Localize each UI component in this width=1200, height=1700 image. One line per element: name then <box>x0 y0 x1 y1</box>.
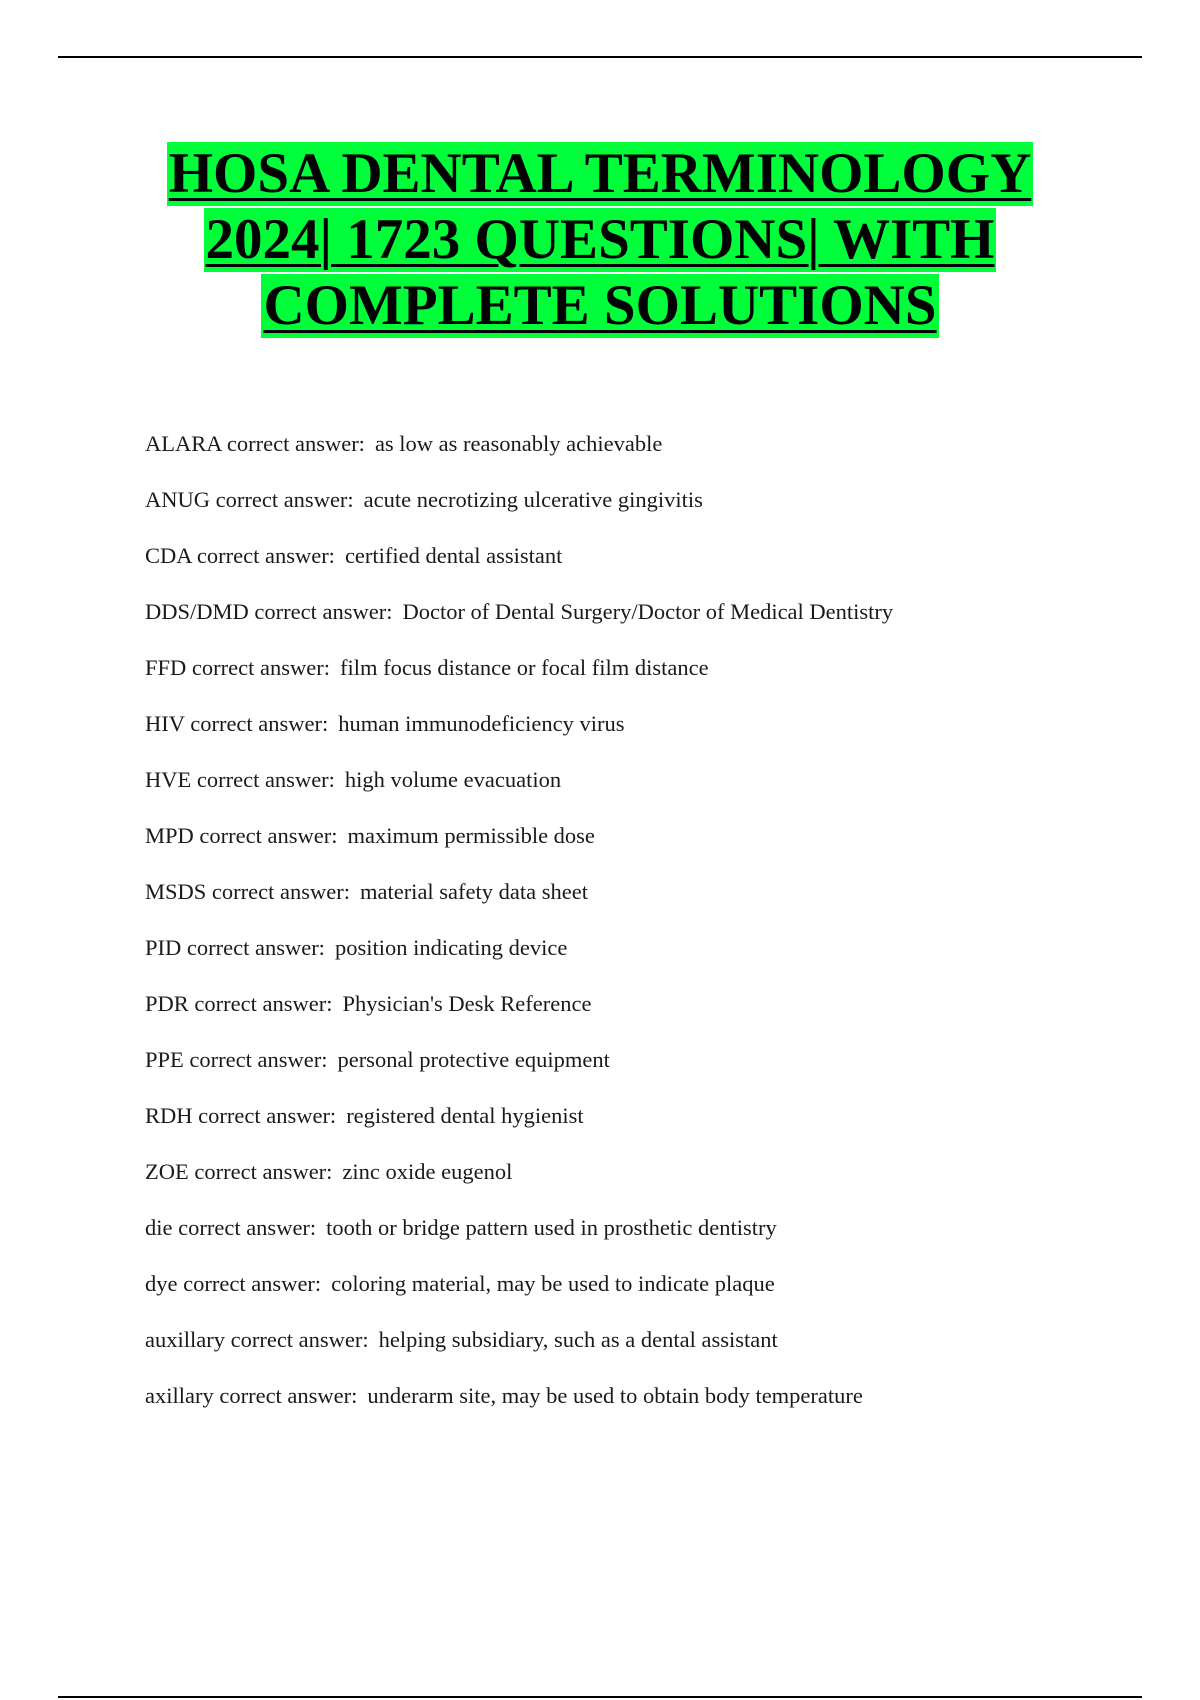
answer-label: correct answer: <box>183 1271 322 1296</box>
answer-label: correct answer: <box>190 711 329 736</box>
list-item <box>145 542 1105 598</box>
term: PDR <box>145 991 189 1016</box>
list-item <box>145 1382 1105 1438</box>
document-title <box>60 142 1140 340</box>
answer-label: correct answer: <box>194 991 333 1016</box>
term: CDA <box>145 543 192 568</box>
answer-label: correct answer: <box>189 1047 328 1072</box>
list-item <box>145 1270 1105 1326</box>
list-item <box>145 1102 1105 1158</box>
answer-label: correct answer: <box>191 655 330 680</box>
answer: registered dental hygienist <box>346 1103 584 1128</box>
answer: as low as reasonably achievable <box>374 431 663 456</box>
term: die <box>145 1215 173 1240</box>
answer: certified dental assistant <box>344 543 563 568</box>
list-item <box>145 1326 1105 1382</box>
list-item <box>145 934 1105 990</box>
term: MSDS <box>145 879 207 904</box>
answer-label: correct answer: <box>194 1159 333 1184</box>
term: dye <box>145 1271 178 1296</box>
top-divider <box>58 56 1142 58</box>
terminology-list <box>145 430 1105 1438</box>
answer-label: correct answer: <box>198 1103 337 1128</box>
answer-label: correct answer: <box>254 599 393 624</box>
answer-label: correct answer: <box>199 823 338 848</box>
answer: film focus distance or focal film distance <box>339 655 709 680</box>
answer-label: correct answer: <box>219 1383 358 1408</box>
title-line-1: HOSA DENTAL TERMINOLOGY <box>168 142 1032 205</box>
term: ALARA <box>145 431 222 456</box>
answer-label: correct answer: <box>186 935 325 960</box>
answer: acute necrotizing ulcerative gingivitis <box>363 487 703 512</box>
term: ZOE <box>145 1159 189 1184</box>
list-item <box>145 1046 1105 1102</box>
answer: Doctor of Dental Surgery/Doctor of Medical Dentistry <box>402 599 894 624</box>
term: HIV <box>145 711 185 736</box>
answer: helping subsidiary, such as a dental assistant <box>378 1327 778 1352</box>
list-item <box>145 990 1105 1046</box>
list-item <box>145 1158 1105 1214</box>
answer-label: correct answer: <box>226 431 365 456</box>
bottom-divider <box>58 1696 1142 1698</box>
title-line-3: COMPLETE SOLUTIONS <box>263 274 937 337</box>
answer-label: correct answer: <box>178 1215 317 1240</box>
answer: tooth or bridge pattern used in prosthetic dentistry <box>326 1215 777 1240</box>
answer-label: correct answer: <box>196 543 335 568</box>
list-item <box>145 598 1105 654</box>
term: PPE <box>145 1047 184 1072</box>
term: ANUG <box>145 487 210 512</box>
term: DDS/DMD <box>145 599 249 624</box>
title-line-2: 2024| 1723 QUESTIONS| WITH <box>205 208 995 271</box>
list-item <box>145 822 1105 878</box>
list-item <box>145 430 1105 486</box>
term: PID <box>145 935 182 960</box>
answer: Physician's Desk Reference <box>342 991 592 1016</box>
answer: material safety data sheet <box>359 879 588 904</box>
answer: high volume evacuation <box>344 767 562 792</box>
answer: human immunodeficiency virus <box>338 711 625 736</box>
answer: underarm site, may be used to obtain body temperature <box>367 1383 863 1408</box>
list-item <box>145 766 1105 822</box>
list-item <box>145 878 1105 934</box>
answer-label: correct answer: <box>215 487 354 512</box>
answer: zinc oxide eugenol <box>342 1159 513 1184</box>
term: FFD <box>145 655 187 680</box>
list-item <box>145 654 1105 710</box>
answer-label: correct answer: <box>211 879 350 904</box>
answer: personal protective equipment <box>337 1047 610 1072</box>
answer: position indicating device <box>334 935 568 960</box>
term: RDH <box>145 1103 193 1128</box>
term: MPD <box>145 823 194 848</box>
term: auxillary <box>145 1327 225 1352</box>
answer: maximum permissible dose <box>347 823 595 848</box>
list-item <box>145 710 1105 766</box>
list-item <box>145 1214 1105 1270</box>
answer: coloring material, may be used to indicate plaque <box>331 1271 775 1296</box>
list-item <box>145 486 1105 542</box>
answer-label: correct answer: <box>196 767 335 792</box>
answer-label: correct answer: <box>230 1327 369 1352</box>
term: HVE <box>145 767 192 792</box>
term: axillary <box>145 1383 214 1408</box>
